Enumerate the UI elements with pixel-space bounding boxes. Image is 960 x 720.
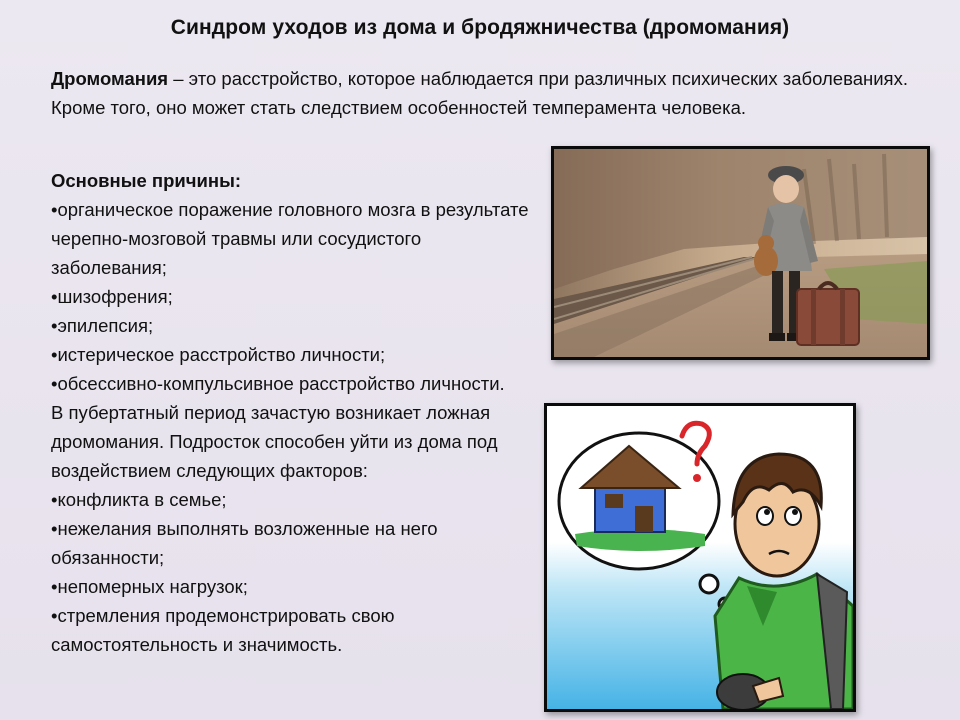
- cause-item: •истерическое расстройство личности;: [51, 344, 386, 365]
- cause-item: •обсессивно-компульсивное расстройство личности.: [51, 373, 505, 394]
- cause-item: •шизофрения;: [51, 286, 173, 307]
- intro-paragraph: [51, 64, 931, 122]
- cause-item: •органическое поражение головного мозга в результате черепно-мозговой травмы или сосудистого заболевания;: [51, 199, 529, 278]
- factor-item: •нежелания выполнять возложенные на него обязанности;: [51, 518, 438, 568]
- child-with-suitcase-photo: [551, 146, 930, 360]
- intro-definition: – это расстройство, которое наблюдается при различных психических заболеваниях. Кроме того, оно может стать следствием особенностей темперамента человека.: [51, 68, 908, 118]
- body-text: [51, 166, 531, 659]
- slide-title: Синдром уходов из дома и бродяжничества (дромомания): [170, 16, 790, 39]
- factor-item: •непомерных нагрузок;: [51, 576, 248, 597]
- causes-heading: Основные причины:: [51, 170, 242, 191]
- cause-item: •эпилепсия;: [51, 315, 154, 336]
- factor-item: •конфликта в семье;: [51, 489, 227, 510]
- puberty-paragraph: В пубертатный период зачастую возникает ложная дромомания. Подросток способен уйти из дома под воздействием следующих факторов:: [51, 402, 498, 481]
- intro-term: Дромомания: [51, 68, 169, 89]
- factor-item: •стремления продемонстрировать свою самостоятельность и значимость.: [51, 605, 395, 655]
- boy-thinking-of-home-illustration: [544, 403, 856, 712]
